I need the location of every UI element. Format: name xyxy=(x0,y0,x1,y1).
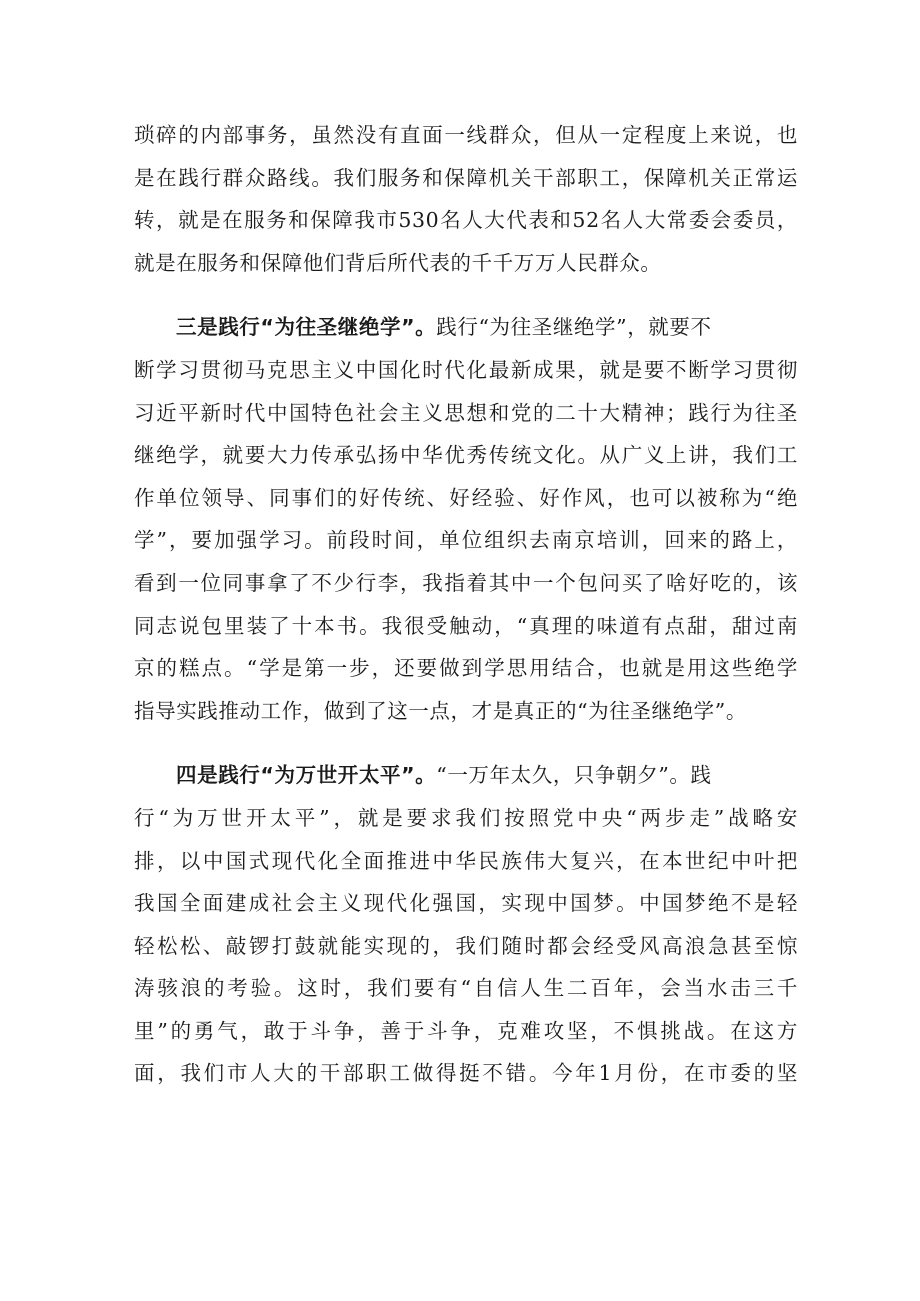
text-line: 琐碎的内部事务，虽然没有直面一线群众，但从一定程度上来说，也 xyxy=(134,123,798,147)
text-line xyxy=(134,306,798,349)
text-line: 涛骇浪的考验。这时，我们要有“自信人生二百年，会当水击三千 xyxy=(134,976,798,1001)
text-line: 习近平新时代中国特色社会主义思想和党的二十大精神；践行为往圣 xyxy=(134,400,798,425)
body-text xyxy=(134,114,798,1095)
paragraph-3 xyxy=(134,754,798,1095)
text-fragment: 践行“为往圣继绝学”，就要不 xyxy=(436,315,712,340)
text-line: 同志说包里装了十本书。我很受触动，“真理的味道有点甜，甜过南 xyxy=(134,613,798,638)
text-line: 里”的勇气，敢于斗争，善于斗争，克难攻坚，不惧挑战。在这方 xyxy=(134,1018,798,1043)
text-line: 是在践行群众路线。我们服务和保障机关干部职工，保障机关正常运 xyxy=(134,165,798,190)
text-line: 指导实践推动工作，做到了这一点，才是真正的“为往圣继绝学”。 xyxy=(134,698,747,723)
text-line: 继绝学，就要大力传承弘扬中华优秀传统文化。从广义上讲，我们工 xyxy=(134,443,798,468)
text-fragment: “一万年太久，只争朝夕”。践 xyxy=(436,763,712,788)
text-line: 作单位领导、同事们的好传统、好经验、好作风，也可以被称为“绝 xyxy=(134,485,798,510)
text-line: 看到一位同事拿了不少行李，我指着其中一个包问买了啥好吃的，该 xyxy=(134,570,798,595)
text-line: 我国全面建成社会主义现代化强国，实现中国梦。中国梦绝不是轻 xyxy=(134,891,798,916)
paragraph-1 xyxy=(134,114,798,284)
text-line: 面，我们市人大的干部职工做得挺不错。今年1月份，在市委的坚 xyxy=(134,1061,798,1086)
text-line: 转，就是在服务和保障我市530名人大代表和52名人大常委会委员， xyxy=(134,208,798,233)
paragraph-gap xyxy=(134,284,798,306)
text-line: 京的糕点。“学是第一步，还要做到学思用结合，也就是用这些绝学 xyxy=(134,656,798,681)
paragraph-2 xyxy=(134,306,798,732)
text-line: 学”，要加强学习。前段时间，单位组织去南京培训，回来的路上， xyxy=(134,528,798,553)
text-line: 就是在服务和保障他们背后所代表的千千万万人民群众。 xyxy=(134,250,662,275)
text-line: 排，以中国式现代化全面推进中华民族伟大复兴，在本世纪中叶把 xyxy=(134,848,798,873)
text-line xyxy=(134,754,798,797)
text-line: 断学习贯彻马克思主义中国化时代化最新成果，就是要不断学习贯彻 xyxy=(134,357,798,382)
text-line: 轻松松、敲锣打鼓就能实现的，我们随时都会经受风高浪急甚至惊 xyxy=(134,933,798,958)
paragraph-heading: 三是践行“为往圣继绝学”。 xyxy=(176,315,437,340)
paragraph-gap xyxy=(134,732,798,754)
paragraph-heading: 四是践行“为万世开太平”。 xyxy=(176,763,437,788)
text-line: 行“为万世开太平”，就是要求我们按照党中央“两步走”战略安 xyxy=(134,805,798,830)
